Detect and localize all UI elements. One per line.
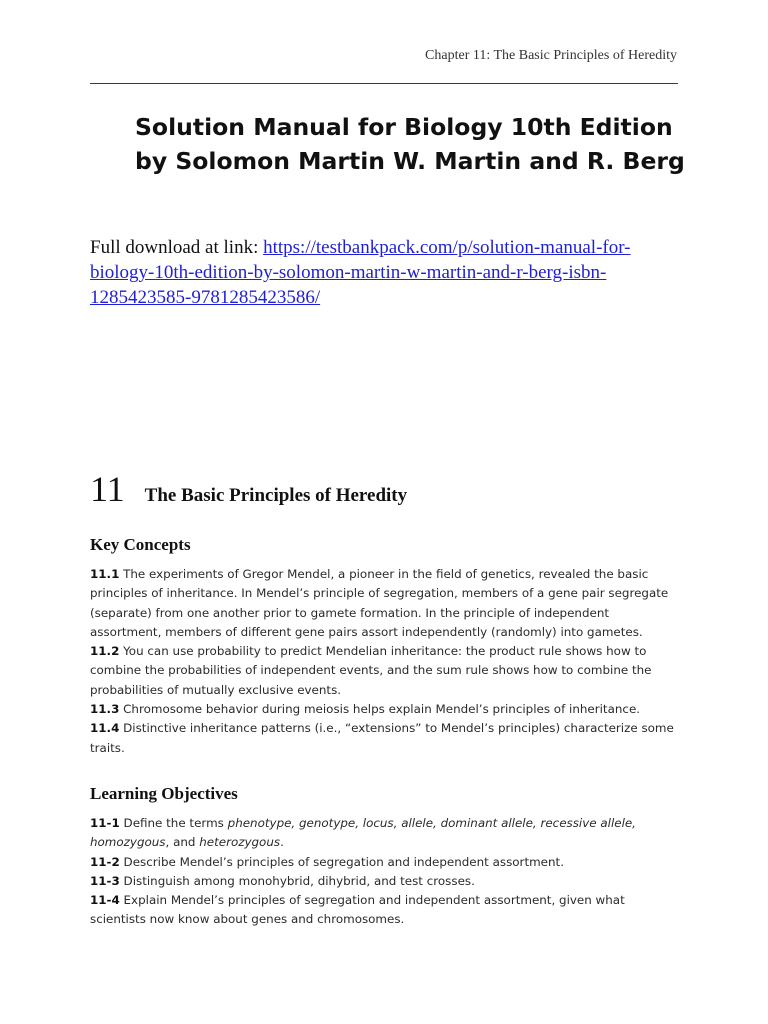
objective-text: Describe Mendel’s principles of segregation and independent assortment. <box>119 854 564 869</box>
objective-text: Explain Mendel’s principles of segregation and independent assortment, given what scientists now know about genes and chromosomes. <box>90 893 625 927</box>
download-link[interactable]: https://testbankpack.com/p/solution-manual-for-biology-10th-edition-by-solomon-martin-w-martin-and-r-berg-isbn-1285423585-9781285423586/ <box>90 237 631 308</box>
concept-item <box>90 719 680 758</box>
concept-id: 11.2 <box>90 644 120 659</box>
objective-id: 11-3 <box>90 873 120 888</box>
objective-id: 11-4 <box>90 893 120 908</box>
download-prefix: Full download at link: <box>90 237 264 258</box>
learning-objectives-heading: Learning Objectives <box>90 784 238 803</box>
download-line <box>90 235 690 310</box>
document-title: Solution Manual for Biology 10th Edition by Solomon Martin W. Martin and R. Berg <box>135 113 685 175</box>
key-concepts-heading: Key Concepts <box>90 535 191 554</box>
objective-item <box>90 872 680 891</box>
objective-text: , and <box>165 835 200 850</box>
objective-terms: phenotype, genotype, locus, allele, dominant allele, recessive allele, homozygous <box>90 816 636 850</box>
chapter-heading <box>90 468 407 510</box>
objective-text: . <box>280 835 284 850</box>
concept-item <box>90 642 680 700</box>
key-concepts-list <box>90 565 680 758</box>
objective-text: Distinguish among monohybrid, dihybrid, and test crosses. <box>119 873 475 888</box>
concept-id: 11.3 <box>90 702 120 717</box>
objective-item <box>90 814 680 853</box>
chapter-number: 11 <box>90 469 125 509</box>
concept-id: 11.4 <box>90 721 120 736</box>
chapter-title: The Basic Principles of Heredity <box>144 485 408 506</box>
concept-item <box>90 565 680 642</box>
objective-text: Define the terms <box>119 816 228 830</box>
concept-text: Distinctive inheritance patterns (i.e., “extensions” to Mendel’s principles) characterize some traits. <box>90 721 674 755</box>
running-head: Chapter 11: The Basic Principles of Heredity <box>425 48 677 63</box>
learning-objectives-list <box>90 814 680 930</box>
concept-id: 11.1 <box>90 567 120 581</box>
concept-item <box>90 700 680 719</box>
objective-item <box>90 891 680 930</box>
concept-text: The experiments of Gregor Mendel, a pioneer in the field of genetics, revealed the basic principles of inheritance. In Mendel’s principle of segregation, members of a gene pair segregate (separate) from one another prior to gamete formation. In the principle of independent assortment, members of different gene pairs assort independently (randomly) into gametes. <box>90 567 669 639</box>
concept-text: Chromosome behavior during meiosis helps explain Mendel’s principles of inheritance. <box>119 702 641 717</box>
header-rule <box>90 83 678 84</box>
objective-item <box>90 853 680 872</box>
objective-terms: heterozygous <box>199 835 281 850</box>
objective-id: 11-2 <box>90 854 120 869</box>
objective-id: 11-1 <box>90 816 120 830</box>
concept-text: You can use probability to predict Mendelian inheritance: the product rule shows how to combine the probabilities of independent events, and the sum rule shows how to combine the probabilities of mutually exclusive events. <box>90 644 652 697</box>
